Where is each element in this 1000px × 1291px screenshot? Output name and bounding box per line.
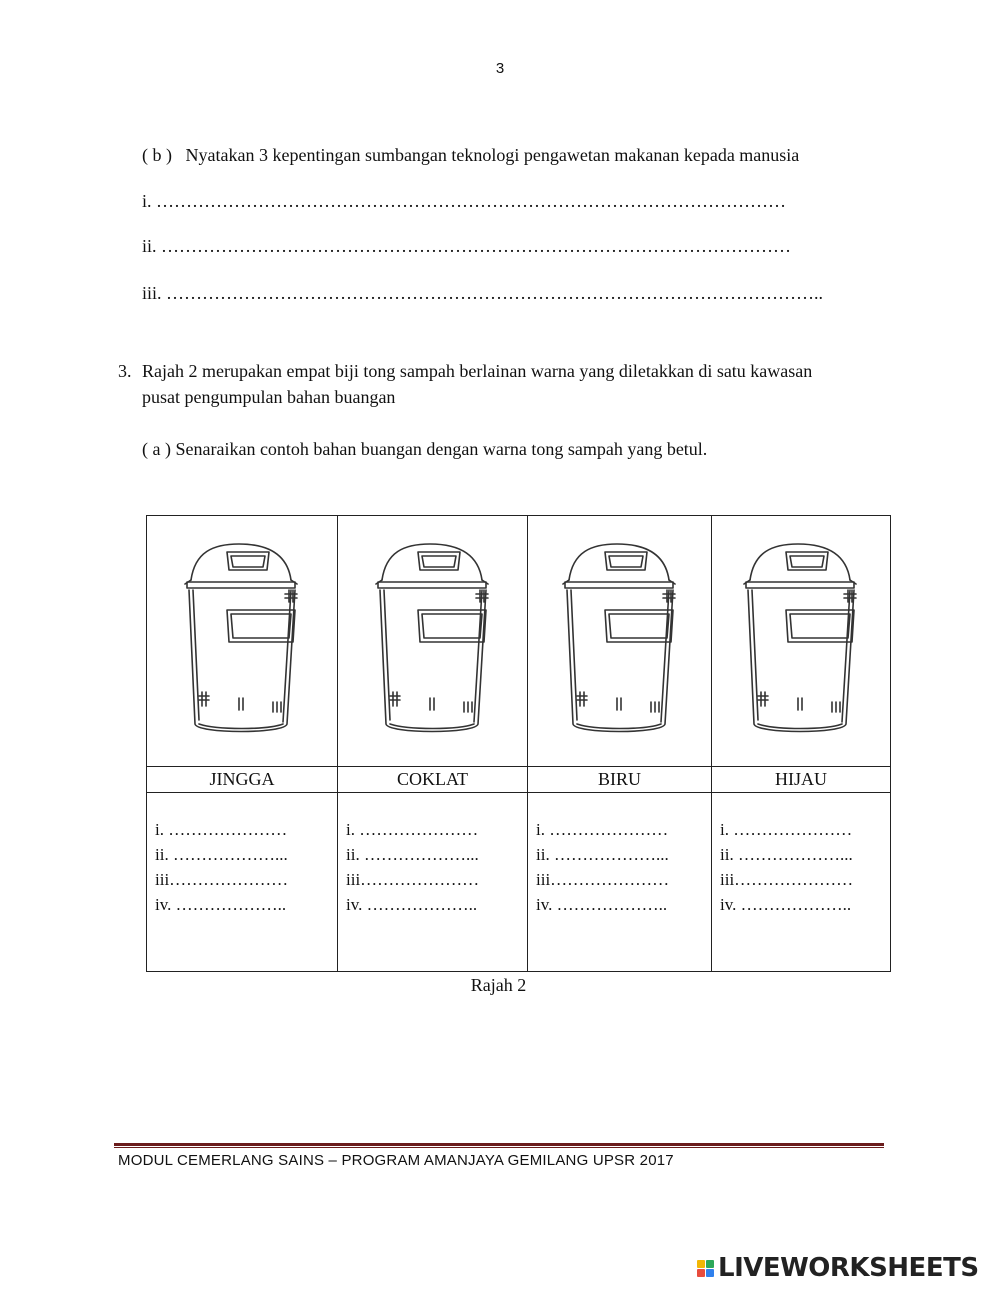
footer-text: MODUL CEMERLANG SAINS – PROGRAM AMANJAYA GEMILANG UPSR 2017 — [118, 1152, 674, 1169]
question-3-line1: Rajah 2 merupakan empat biji tong sampah berlainan warna yang diletakkan di satu kawasan — [142, 361, 813, 381]
answer-field[interactable]: iv. ……………….. — [536, 895, 668, 914]
trash-bin-icon — [735, 538, 867, 738]
bin-label: COKLAT — [338, 767, 528, 793]
question-3a: ( a ) Senaraikan contoh bahan buangan dengan warna tong sampah yang betul. — [142, 439, 708, 459]
answer-cell-coklat — [338, 793, 528, 972]
bin-image-cell-hijau — [712, 516, 891, 767]
question-b — [142, 143, 799, 167]
answer-field[interactable]: i. ………………… — [536, 820, 669, 839]
answer-field[interactable]: iv. ……………….. — [720, 895, 852, 914]
logo-square — [697, 1260, 705, 1268]
page-number: 3 — [495, 60, 505, 77]
answer-field[interactable]: iii………………… — [155, 870, 289, 889]
trash-bin-icon — [554, 538, 686, 738]
answer-line-iii[interactable]: iii. ……………………………………………………………………………………………….. — [142, 283, 824, 303]
question-3-line2: pusat pengumpulan bahan buangan — [142, 387, 396, 407]
answer-field[interactable]: ii. ………………... — [536, 845, 669, 864]
answer-field[interactable]: ii. ………………... — [155, 845, 288, 864]
answer-line-ii[interactable]: ii. …………………………………………………………………………………………… — [142, 236, 792, 256]
answer-cell-biru — [528, 793, 712, 972]
answer-cell-jingga — [147, 793, 338, 972]
logo-square — [706, 1269, 714, 1277]
liveworksheets-logo[interactable] — [697, 1253, 979, 1283]
trash-bin-icon — [367, 538, 499, 738]
bin-label: BIRU — [528, 767, 712, 793]
bin-images-row — [147, 516, 891, 767]
footer-rule — [114, 1143, 884, 1146]
answer-field[interactable]: iv. ……………….. — [346, 895, 478, 914]
answer-field[interactable]: ii. ………………... — [346, 845, 479, 864]
logo-square — [706, 1260, 714, 1268]
bin-label: HIJAU — [712, 767, 891, 793]
answer-field[interactable]: ii. ………………... — [720, 845, 853, 864]
answer-field[interactable]: iii………………… — [536, 870, 670, 889]
answer-field[interactable]: iii………………… — [346, 870, 480, 889]
answer-cell-hijau — [712, 793, 891, 972]
bin-labels-row — [147, 767, 891, 793]
bin-label: JINGGA — [147, 767, 338, 793]
trash-bin-icon — [176, 538, 308, 738]
question-b-text: Nyatakan 3 kepentingan sumbangan teknologi pengawetan makanan kepada manusia — [185, 145, 800, 165]
answer-field[interactable]: iv. ……………….. — [155, 895, 287, 914]
answer-field[interactable]: i. ………………… — [155, 820, 288, 839]
answer-field[interactable]: iii………………… — [720, 870, 854, 889]
logo-square — [697, 1269, 705, 1277]
question-3-number: 3. — [118, 361, 132, 381]
figure-caption: Rajah 2 — [470, 975, 527, 995]
question-b-prefix: ( b ) — [142, 145, 172, 165]
bin-image-cell-jingga — [147, 516, 338, 767]
bin-image-cell-coklat — [338, 516, 528, 767]
answer-field[interactable]: i. ………………… — [346, 820, 479, 839]
bins-table — [146, 515, 891, 972]
bin-image-cell-biru — [528, 516, 712, 767]
footer-rule-thin — [114, 1147, 884, 1148]
answer-line-i[interactable]: i. …………………………………………………………………………………………… — [142, 191, 787, 211]
answer-field[interactable]: i. ………………… — [720, 820, 853, 839]
liveworksheets-icon — [697, 1260, 714, 1277]
bin-answers-row — [147, 793, 891, 972]
liveworksheets-wordmark: LIVEWORKSHEETS — [718, 1253, 979, 1283]
